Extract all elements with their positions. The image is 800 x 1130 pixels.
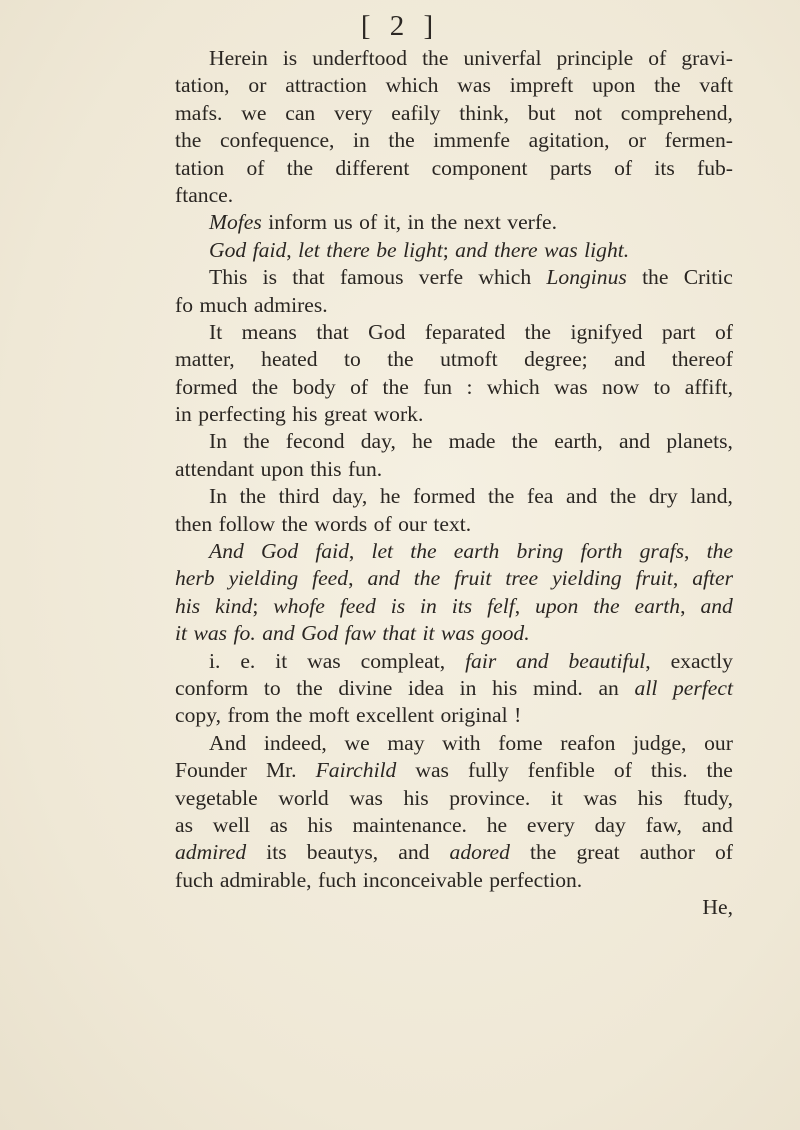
word: kind; xyxy=(215,593,259,618)
word: divine xyxy=(338,675,393,700)
word: e. xyxy=(240,648,256,673)
word: of xyxy=(246,155,265,180)
word: every xyxy=(526,812,575,837)
word: was xyxy=(583,785,618,810)
word: dry xyxy=(648,484,678,509)
word: day, xyxy=(360,429,396,454)
word: good. xyxy=(481,621,530,646)
word: earth xyxy=(453,539,500,564)
word: Mofes xyxy=(209,210,262,235)
word: author xyxy=(639,840,695,865)
word: fome xyxy=(498,730,543,755)
word: judge, xyxy=(633,730,687,755)
word: the xyxy=(382,374,409,399)
word: and xyxy=(367,566,400,591)
word: different xyxy=(335,155,410,180)
text-line xyxy=(175,675,733,702)
word: admirable, xyxy=(219,867,312,892)
word: attendant xyxy=(175,456,255,481)
word: and xyxy=(566,484,598,509)
word: tation xyxy=(175,155,225,180)
text-line xyxy=(175,346,733,373)
word: adored xyxy=(449,840,510,865)
word: the xyxy=(275,703,303,728)
word: think, xyxy=(459,100,510,125)
text-line xyxy=(175,757,733,784)
word: in xyxy=(175,402,192,427)
word: this. xyxy=(650,758,688,783)
word: fair xyxy=(465,648,497,673)
word: admired xyxy=(175,840,247,865)
word: after xyxy=(692,566,733,591)
text-line xyxy=(175,565,733,592)
word: made xyxy=(448,429,496,454)
text-line xyxy=(175,620,733,647)
word: faid, xyxy=(252,237,292,262)
word: and xyxy=(262,621,295,646)
word: that xyxy=(316,319,349,344)
word: words xyxy=(314,511,368,536)
word: bring xyxy=(516,539,564,564)
word: beautys, xyxy=(306,840,379,865)
word: he xyxy=(412,429,433,454)
word: comprehend, xyxy=(620,100,733,125)
word: It xyxy=(209,319,223,344)
word: means xyxy=(241,319,297,344)
word: In xyxy=(209,484,227,509)
text-line xyxy=(175,456,733,483)
word: day xyxy=(594,812,626,837)
word: of xyxy=(613,758,632,783)
word: mind. xyxy=(533,675,583,700)
word: the xyxy=(251,374,279,399)
word: it xyxy=(175,621,187,646)
word: of xyxy=(648,46,667,70)
word: the xyxy=(529,840,557,865)
word: is xyxy=(262,265,278,290)
word: moft xyxy=(308,703,350,728)
text-line xyxy=(175,401,733,428)
word: with xyxy=(442,730,481,755)
word: eafily xyxy=(391,100,441,125)
word: was xyxy=(457,73,491,98)
word: his xyxy=(403,785,429,810)
word: thereof xyxy=(671,347,733,372)
word: impreft xyxy=(509,73,574,98)
text-line xyxy=(175,648,733,675)
word: famous xyxy=(339,265,404,290)
word: its xyxy=(266,840,287,865)
word: and xyxy=(455,237,488,262)
text-line xyxy=(175,483,733,510)
word: ! xyxy=(514,703,522,728)
text-line xyxy=(175,867,733,894)
word: upon xyxy=(260,456,304,481)
word: as xyxy=(269,812,288,837)
word: copy, xyxy=(175,703,221,728)
word: to xyxy=(263,675,281,700)
word: Fairchild xyxy=(315,758,397,783)
word: verfe. xyxy=(507,210,558,235)
word: that xyxy=(292,265,325,290)
word: faid, xyxy=(315,539,355,564)
word: and xyxy=(701,812,733,837)
word: he xyxy=(379,484,401,509)
word: that xyxy=(382,621,417,646)
word: light. xyxy=(584,237,630,262)
word: the xyxy=(642,265,669,290)
word: immenfe xyxy=(433,128,511,153)
word: Longinus xyxy=(546,265,627,290)
text-line xyxy=(175,100,733,127)
word: text. xyxy=(433,511,472,536)
word: of xyxy=(373,511,392,536)
word: faw xyxy=(344,621,376,646)
text-line xyxy=(175,155,733,182)
word: the xyxy=(413,566,441,591)
word: land, xyxy=(690,484,733,509)
word: grafs, xyxy=(639,539,690,564)
word: the xyxy=(175,128,202,153)
word: i. xyxy=(209,648,221,673)
word: yielding xyxy=(228,566,299,591)
word: God xyxy=(260,539,299,564)
word: affift, xyxy=(684,374,733,399)
word: herb xyxy=(175,566,215,591)
word: was xyxy=(415,758,449,783)
word: inform xyxy=(268,210,328,235)
word: original xyxy=(440,703,508,728)
word: fun. xyxy=(347,456,383,481)
word: or xyxy=(248,73,267,98)
word: the xyxy=(706,539,733,564)
word: fun xyxy=(423,374,453,399)
word: his xyxy=(307,812,333,837)
word: we xyxy=(241,100,267,125)
word: parts xyxy=(549,155,592,180)
text-line xyxy=(175,812,733,839)
word: earth, xyxy=(554,429,603,454)
word: its xyxy=(451,593,473,618)
word: the xyxy=(281,511,308,536)
word: third xyxy=(278,484,320,509)
word: is xyxy=(390,593,406,618)
word: utmoft xyxy=(440,347,498,372)
word: there xyxy=(326,237,370,262)
word: This xyxy=(209,265,248,290)
word: world xyxy=(278,785,329,810)
word: it, xyxy=(383,210,402,235)
text-line xyxy=(175,292,733,319)
word: maintenance. xyxy=(352,812,467,837)
word: admires. xyxy=(253,292,328,317)
word: faw, xyxy=(645,812,682,837)
word: ignifyed xyxy=(570,319,643,344)
word: yielding xyxy=(552,566,622,591)
text-line xyxy=(175,237,733,264)
word: very xyxy=(334,100,373,125)
word: let xyxy=(371,539,394,564)
word: And xyxy=(209,730,247,755)
word: the xyxy=(286,155,314,180)
word: to xyxy=(653,374,671,399)
text-line xyxy=(175,182,733,209)
word: ftance. xyxy=(175,182,234,207)
word: : xyxy=(466,374,473,399)
word: work. xyxy=(373,402,424,427)
word: feed xyxy=(339,593,376,618)
word: the xyxy=(487,484,515,509)
word: vaft xyxy=(699,73,733,98)
word: which xyxy=(486,374,540,399)
word: formed xyxy=(412,484,476,509)
word: his xyxy=(292,402,318,427)
word: mafs. xyxy=(175,100,223,125)
word: fuch xyxy=(318,867,357,892)
word: of xyxy=(714,319,733,344)
text-line xyxy=(175,374,733,401)
word: to xyxy=(343,347,361,372)
word: well xyxy=(212,812,250,837)
word: the xyxy=(388,128,415,153)
word: Critic xyxy=(683,265,733,290)
word: fruit, xyxy=(635,566,679,591)
word: be xyxy=(376,237,397,262)
word: and xyxy=(614,347,646,372)
word: the xyxy=(387,347,414,372)
word: part xyxy=(661,319,696,344)
word: God xyxy=(301,621,339,646)
word: body xyxy=(292,374,336,399)
word: fully xyxy=(467,758,509,783)
word: the xyxy=(243,429,270,454)
word: fermen- xyxy=(664,128,733,153)
word: was xyxy=(307,648,341,673)
text-line xyxy=(175,593,733,620)
word: beautiful, xyxy=(568,648,651,673)
word: it xyxy=(275,648,288,673)
catchword: He, xyxy=(702,895,733,920)
word: gravi- xyxy=(681,46,733,70)
word: fo xyxy=(175,292,193,317)
word: Mr. xyxy=(265,758,297,783)
text-line xyxy=(175,511,733,538)
word: formed xyxy=(175,374,238,399)
word: And xyxy=(209,539,244,564)
word: upon xyxy=(592,73,636,98)
text-line xyxy=(175,839,733,866)
word: verfe xyxy=(418,265,464,290)
word: was xyxy=(544,237,578,262)
word: his xyxy=(637,785,663,810)
word: whofe xyxy=(273,593,325,618)
word: an xyxy=(598,675,619,700)
word: the xyxy=(593,593,620,618)
word: tation, xyxy=(175,73,230,98)
word: excellent xyxy=(356,703,434,728)
word: feparated xyxy=(424,319,506,344)
word: heated xyxy=(261,347,318,372)
word: and xyxy=(700,593,733,618)
word: upon xyxy=(535,593,579,618)
word: this xyxy=(310,456,342,481)
text-line xyxy=(175,72,733,99)
word: reafon xyxy=(560,730,616,755)
word: fo. xyxy=(233,621,256,646)
word: planets, xyxy=(666,429,733,454)
word: the xyxy=(706,758,733,783)
text-line xyxy=(175,45,733,72)
text-line xyxy=(175,319,733,346)
word: principle xyxy=(556,46,634,70)
word: in xyxy=(352,128,370,153)
word: fub- xyxy=(697,155,733,180)
word: univerfal xyxy=(463,46,542,70)
word: is xyxy=(282,46,298,70)
text-line xyxy=(175,702,733,729)
word: which xyxy=(385,73,439,98)
word: vegetable xyxy=(175,785,258,810)
word: fuch xyxy=(175,867,214,892)
word: in xyxy=(407,210,425,235)
word: perfecting xyxy=(198,402,286,427)
word: agitation, xyxy=(528,128,610,153)
word: in xyxy=(420,593,437,618)
word: was xyxy=(440,621,475,646)
word: fenfible xyxy=(527,758,595,783)
word: the xyxy=(296,675,323,700)
word: all xyxy=(634,675,658,700)
word: In xyxy=(209,429,227,454)
word: us xyxy=(333,210,353,235)
text-line xyxy=(175,264,733,291)
word: and xyxy=(618,429,651,454)
word: underftood xyxy=(312,46,408,70)
word: which xyxy=(478,265,532,290)
word: and xyxy=(398,840,430,865)
word: from xyxy=(227,703,270,728)
word: fruit xyxy=(454,566,492,591)
text-line xyxy=(175,785,733,812)
word: component xyxy=(431,155,528,180)
word: in xyxy=(459,675,477,700)
word: indeed, xyxy=(263,730,327,755)
text-line xyxy=(175,538,733,565)
word: our xyxy=(704,730,733,755)
word: forth xyxy=(580,539,623,564)
word: of xyxy=(359,210,378,235)
word: of xyxy=(614,155,633,180)
word: but xyxy=(527,100,556,125)
word: province. xyxy=(449,785,531,810)
word: the xyxy=(511,429,539,454)
word: earth, xyxy=(634,593,686,618)
word: Herein xyxy=(209,46,268,70)
word: much xyxy=(199,292,248,317)
word: great xyxy=(576,840,620,865)
word: fecond xyxy=(285,429,345,454)
word: ftudy, xyxy=(683,785,733,810)
word: idea xyxy=(408,675,444,700)
word: inconceivable xyxy=(362,867,483,892)
word: God xyxy=(209,237,247,262)
word: light; xyxy=(403,237,449,262)
text-line xyxy=(175,428,733,455)
word: the xyxy=(524,319,552,344)
word: felf, xyxy=(487,593,521,618)
word: was xyxy=(349,785,383,810)
word: it xyxy=(422,621,435,646)
word: exactly xyxy=(670,648,733,673)
text-line xyxy=(175,127,733,154)
word: conform xyxy=(175,675,249,700)
word: was xyxy=(554,374,588,399)
word: our xyxy=(398,511,427,536)
word: and xyxy=(516,648,549,673)
word: perfection. xyxy=(489,867,583,892)
word: it xyxy=(550,785,563,810)
word: there xyxy=(494,237,538,262)
word: the xyxy=(654,73,681,98)
word: or xyxy=(628,128,647,153)
word: the xyxy=(430,210,458,235)
word: as xyxy=(175,812,193,837)
text-line xyxy=(175,209,733,236)
word: then xyxy=(175,511,213,536)
word: now xyxy=(602,374,640,399)
word: not xyxy=(574,100,602,125)
word: Founder xyxy=(175,758,247,783)
word: he xyxy=(486,812,508,837)
word: follow xyxy=(218,511,276,536)
page-number: [ 2 ] xyxy=(360,10,440,42)
text-line xyxy=(175,730,733,757)
word: the xyxy=(609,484,637,509)
word: we xyxy=(344,730,370,755)
word: matter, xyxy=(175,347,235,372)
word: degree; xyxy=(524,347,588,372)
word: his xyxy=(175,593,201,618)
word: of xyxy=(350,374,369,399)
word: God xyxy=(368,319,406,344)
word: let xyxy=(298,237,320,262)
word: tree xyxy=(505,566,539,591)
word: great xyxy=(323,402,368,427)
word: his xyxy=(492,675,518,700)
word: attraction xyxy=(285,73,367,98)
word: compleat, xyxy=(360,648,446,673)
word: fea xyxy=(527,484,554,509)
word: of xyxy=(714,840,733,865)
word: feed, xyxy=(312,566,354,591)
word: day, xyxy=(332,484,368,509)
word: the xyxy=(410,539,437,564)
word: perfect xyxy=(673,675,733,700)
word: the xyxy=(239,484,267,509)
word: next xyxy=(463,210,501,235)
word: its xyxy=(654,155,675,180)
word: may xyxy=(387,730,425,755)
word: was xyxy=(193,621,228,646)
word: the xyxy=(422,46,449,70)
word: can xyxy=(285,100,316,125)
word: confequence, xyxy=(219,128,335,153)
body-text xyxy=(175,45,733,922)
